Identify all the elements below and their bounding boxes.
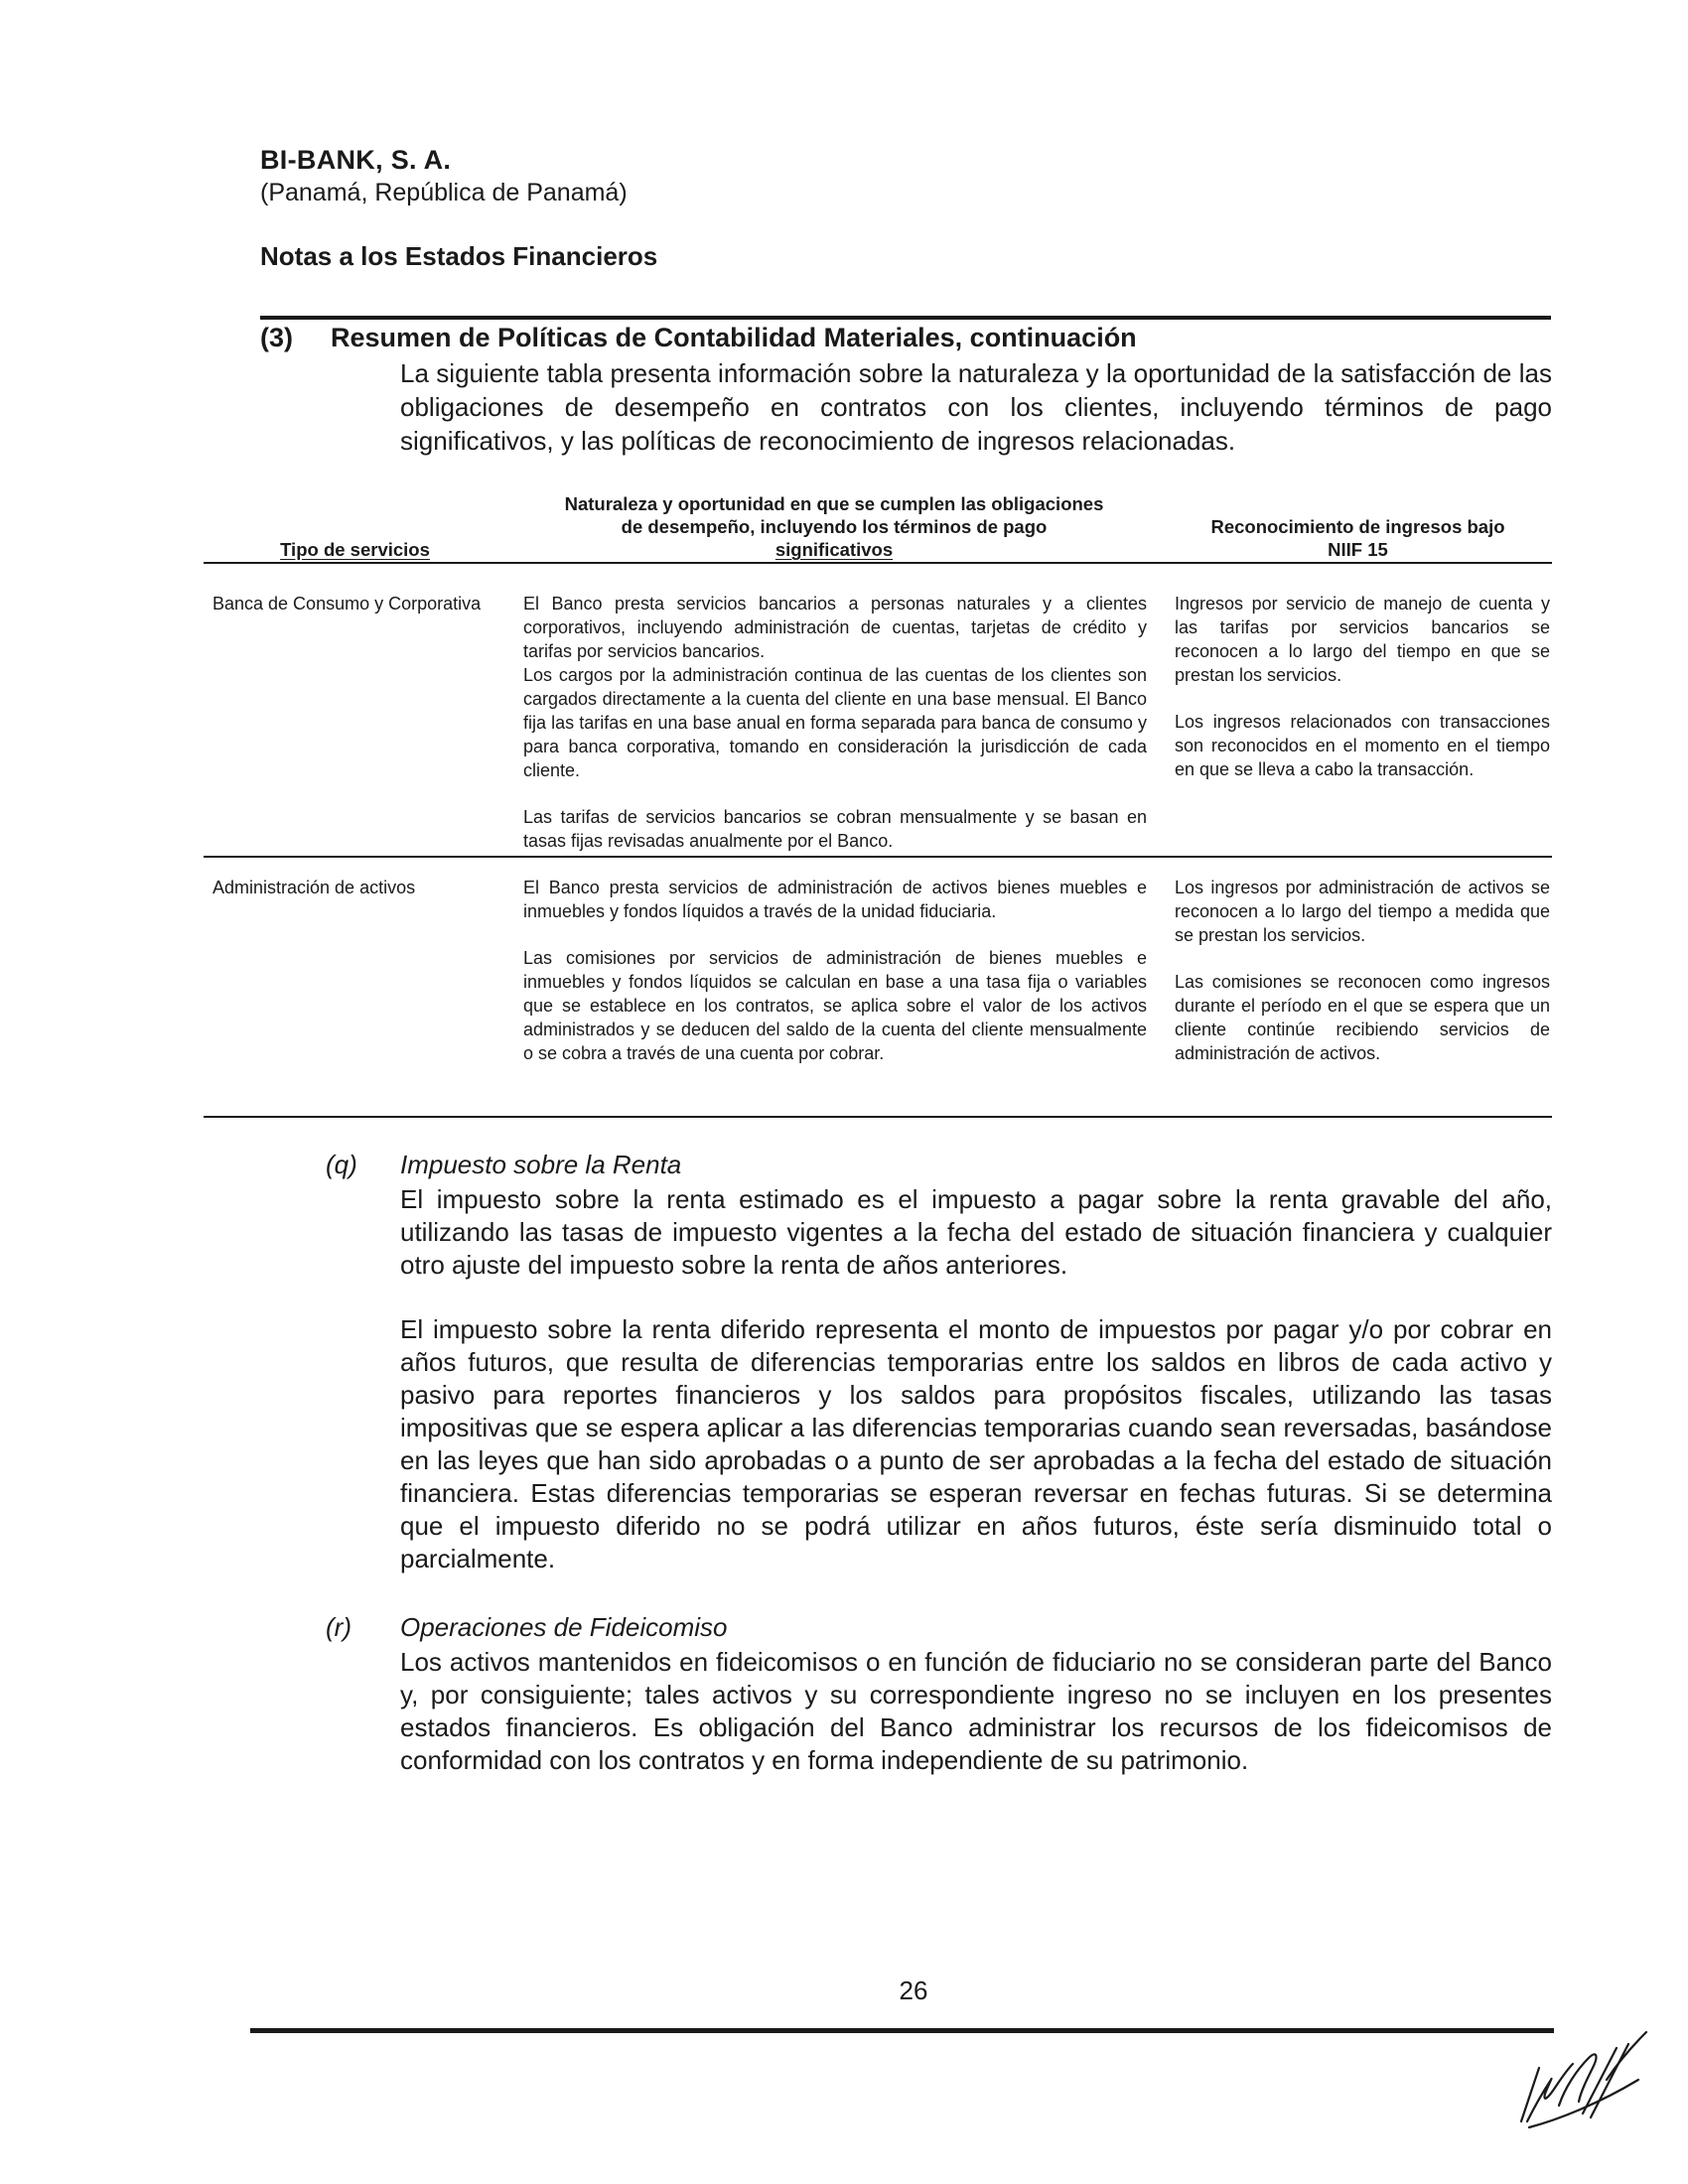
signature-icon bbox=[1499, 2010, 1658, 2149]
table-header-nature-line2: de desempeño, incluyendo los términos de pago bbox=[621, 516, 1048, 537]
table-row-1-nature-p2: Los cargos por la administración continua de las cuentas de los clientes son cargados directamente a la cuenta del cliente en una base mensual. El Banco fija las tarifas en una base anual en forma separada para banca de consumo y para banca corporativa, tomando en consideración la jurisdicción de cada cliente. bbox=[523, 665, 1147, 780]
table-header-recognition bbox=[1167, 515, 1549, 561]
company-name: BI-BANK, S. A. bbox=[260, 145, 452, 175]
table-row-2-nature-p1: El Banco presta servicios de administración de activos bienes muebles e inmuebles y fondos líquidos a través de la unidad fiduciaria. bbox=[523, 878, 1147, 921]
table-row-2-nature bbox=[523, 876, 1147, 1065]
footer-divider bbox=[250, 2028, 1554, 2033]
table-bottom-rule bbox=[204, 1116, 1552, 1118]
table-row-1-recognition bbox=[1175, 592, 1550, 781]
company-location: (Panamá, República de Panamá) bbox=[260, 179, 628, 206]
table-header-nature bbox=[516, 492, 1152, 561]
table-row-1-recognition-p1: Ingresos por servicio de manejo de cuenta y las tarifas por servicios bancarios se reconocen a lo largo del tiempo en que se prestan los servicios. bbox=[1175, 594, 1550, 685]
table-header-nature-line3: significativos bbox=[774, 539, 894, 560]
table-header-recognition-line2: NIIF 15 bbox=[1328, 539, 1388, 560]
table-row-1-nature bbox=[523, 592, 1147, 853]
table-row-2-recognition-p1: Los ingresos por administración de activos se reconocen a lo largo del tiempo a medida que se prestan los servicios. bbox=[1175, 878, 1550, 945]
subsection-r-letter: (r) bbox=[326, 1612, 352, 1642]
table-header-service-type-label: Tipo de servicios bbox=[280, 539, 430, 560]
table-row-1-rule bbox=[204, 856, 1552, 858]
table-row-2-nature-p2: Las comisiones por servicios de administración de bienes muebles e inmuebles y fondos líquidos se calculan en base a una tasa fija o variables que se establece en los contratos, se aplica sobre el valor de los activos administrados y se deducen del saldo de la cuenta del cliente mensualmente o se cobra a través de una cuenta por cobrar. bbox=[523, 948, 1147, 1063]
section-title: Resumen de Políticas de Contabilidad Materiales, continuación bbox=[331, 323, 1137, 352]
subsection-r-title: Operaciones de Fideicomiso bbox=[400, 1612, 728, 1642]
table-header-rule bbox=[204, 562, 1552, 564]
section-number: (3) bbox=[260, 323, 293, 352]
table-row-1-service: Banca de Consumo y Corporativa bbox=[212, 594, 482, 614]
table-header-recognition-line1: Reconocimiento de ingresos bajo bbox=[1210, 516, 1505, 537]
table-header-service-type bbox=[204, 538, 506, 561]
document-subtitle: Notas a los Estados Financieros bbox=[260, 241, 658, 271]
table-row-1-nature-p3: Las tarifas de servicios bancarios se cobran mensualmente y se basan en tasas fijas revisadas anualmente por el Banco. bbox=[523, 807, 1147, 851]
table-row-1-recognition-p2: Los ingresos relacionados con transacciones son reconocidos en el momento en el tiempo en que se lleva a cabo la transacción. bbox=[1175, 712, 1550, 779]
table-row-1-nature-p1: El Banco presta servicios bancarios a personas naturales y a clientes corporativos, incluyendo administración de cuentas, tarjetas de crédito y tarifas por servicios bancarios. bbox=[523, 594, 1147, 661]
page-number: 26 bbox=[899, 1976, 928, 2005]
table-row-2-service: Administración de activos bbox=[212, 878, 416, 897]
header-divider bbox=[260, 316, 1551, 320]
subsection-q-title: Impuesto sobre la Renta bbox=[400, 1150, 682, 1179]
table-row-2-recognition bbox=[1175, 876, 1550, 1065]
table-row-2-recognition-p2: Las comisiones se reconocen como ingresos durante el período en el que se espera que un cliente continúe recibiendo servicios de administración de activos. bbox=[1175, 972, 1550, 1063]
section-intro: La siguiente tabla presenta información sobre la naturaleza y la oportunidad de la satisfacción de las obligaciones de desempeño en contratos con los clientes, incluyendo términos de pago significativos, y las políticas de reconocimiento de ingresos relacionadas. bbox=[400, 358, 1552, 456]
subsection-q-paragraph-1: El impuesto sobre la renta estimado es el impuesto a pagar sobre la renta gravable del año, utilizando las tasas de impuesto vigentes a la fecha del estado de situación financiera y cualquier otro ajuste del impuesto sobre la renta de años anteriores. bbox=[400, 1184, 1552, 1280]
table-header-nature-line1: Naturaleza y oportunidad en que se cumplen las obligaciones bbox=[564, 493, 1104, 514]
subsection-r-paragraph-1: Los activos mantenidos en fideicomisos o en función de fiduciario no se consideran parte del Banco y, por consiguiente; tales activos y su correspondiente ingreso no se incluyen en los presentes estados financieros. Es obligación del Banco administrar los recursos de los fideicomisos de conformidad con los contratos y en forma independiente de su patrimonio. bbox=[400, 1647, 1552, 1775]
subsection-q-paragraph-2: El impuesto sobre la renta diferido representa el monto de impuestos por pagar y/o por cobrar en años futuros, que resulta de diferencias temporarias entre los saldos en libros de cada activo y pasivo para reportes financieros y los saldos para propósitos fiscales, utilizando las tasas impositivas que se espera aplicar a las diferencias temporarias cuando sean reversadas, basándose en las leyes que han sido aprobadas o a punto de ser aprobadas a la fecha del estado de situación financiera. Estas diferencias temporarias se esperan reversar en fechas futuras. Si se determina que el impuesto diferido no se podrá utilizar en años futuros, éste sería disminuido total o parcialmente. bbox=[400, 1314, 1552, 1573]
subsection-q-letter: (q) bbox=[326, 1150, 357, 1179]
